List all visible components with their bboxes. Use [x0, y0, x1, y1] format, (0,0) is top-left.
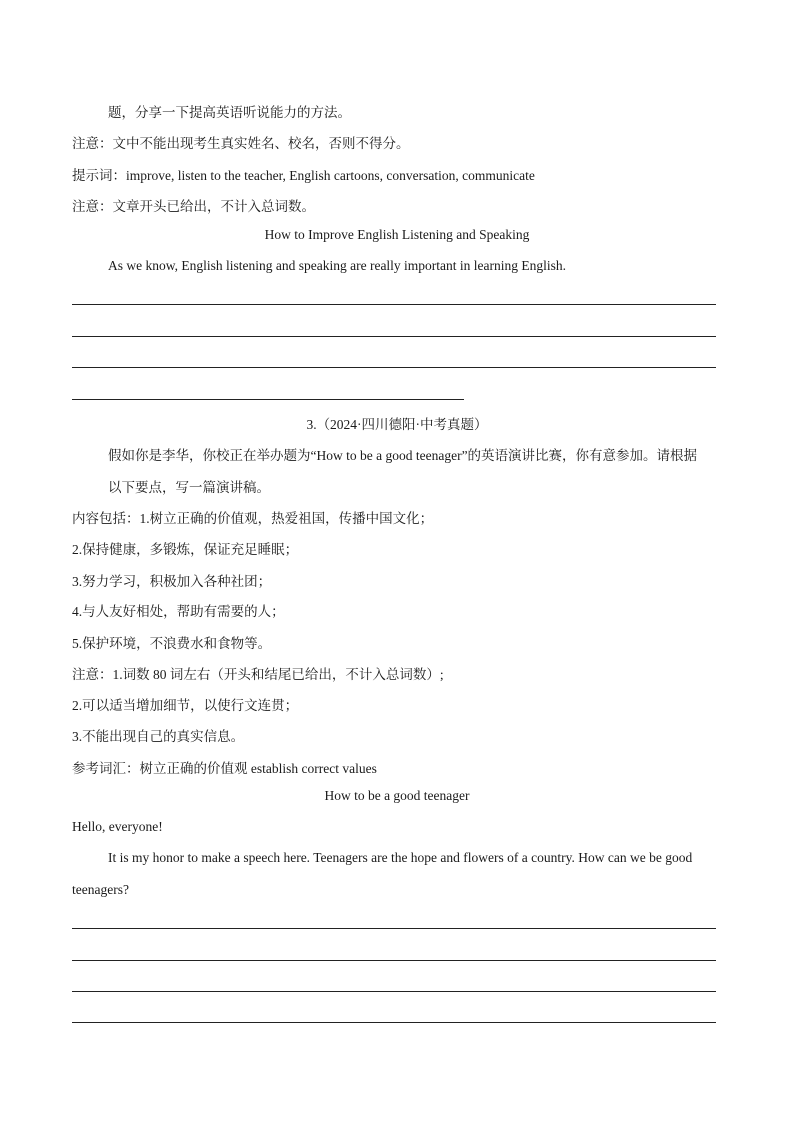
- greeting: Hello, everyone!: [72, 819, 163, 834]
- essay-opening-cont: teenagers?: [72, 882, 129, 897]
- answer-line[interactable]: [72, 991, 716, 992]
- prompt-text: 以下要点，写一篇演讲稿。: [108, 480, 270, 495]
- note-line: 注意：1.词数 80 词左右（开头和结尾已给出，不计入总词数）;: [72, 667, 444, 682]
- note-line: 2.可以适当增加细节，以使行文连贯；: [72, 698, 299, 713]
- note-line: 注意：文中不能出现考生真实姓名、校名，否则不得分。: [72, 136, 410, 151]
- prompt-text: 假如你是李华，你校正在举办题为“How to be a good teenager”的英语演讲比赛，你有意参加。请根据: [108, 448, 698, 463]
- answer-line[interactable]: [72, 336, 716, 337]
- note-line: 注意：文章开头已给出，不计入总词数。: [72, 199, 315, 214]
- answer-line[interactable]: [72, 304, 716, 305]
- content-point: 4.与人友好相处，帮助有需要的人；: [72, 604, 285, 619]
- content-point: 2.保持健康，多锻炼，保证充足睡眠；: [72, 542, 299, 557]
- essay-opening: As we know, English listening and speaking are really important in learning English.: [108, 258, 567, 273]
- answer-line[interactable]: [72, 960, 716, 961]
- answer-line[interactable]: [72, 1022, 716, 1023]
- answer-line[interactable]: [72, 928, 716, 929]
- essay-title: How to be a good teenager: [324, 788, 470, 803]
- content-point: 5.保护环境，不浪费水和食物等。: [72, 636, 272, 651]
- hint-words: 提示词：improve, listen to the teacher, English cartoons, conversation, communicate: [72, 168, 535, 183]
- essay-title: How to Improve English Listening and Speaking: [264, 227, 530, 242]
- vocab-line: 参考词汇：树立正确的价值观 establish correct values: [72, 761, 377, 776]
- intro-continuation: 题，分享一下提高英语听说能力的方法。: [108, 105, 351, 120]
- essay-opening: It is my honor to make a speech here. Teenagers are the hope and flowers of a country. How can we be good: [108, 850, 693, 865]
- content-point: 3.努力学习，积极加入各种社团；: [72, 574, 272, 589]
- note-line: 3.不能出现自己的真实信息。: [72, 729, 245, 744]
- question-heading: 3.（2024·四川德阳·中考真题）: [306, 417, 488, 432]
- content-point: 内容包括：1.树立正确的价值观，热爱祖国，传播中国文化；: [72, 511, 434, 526]
- answer-line[interactable]: [72, 399, 464, 400]
- answer-line[interactable]: [72, 367, 716, 368]
